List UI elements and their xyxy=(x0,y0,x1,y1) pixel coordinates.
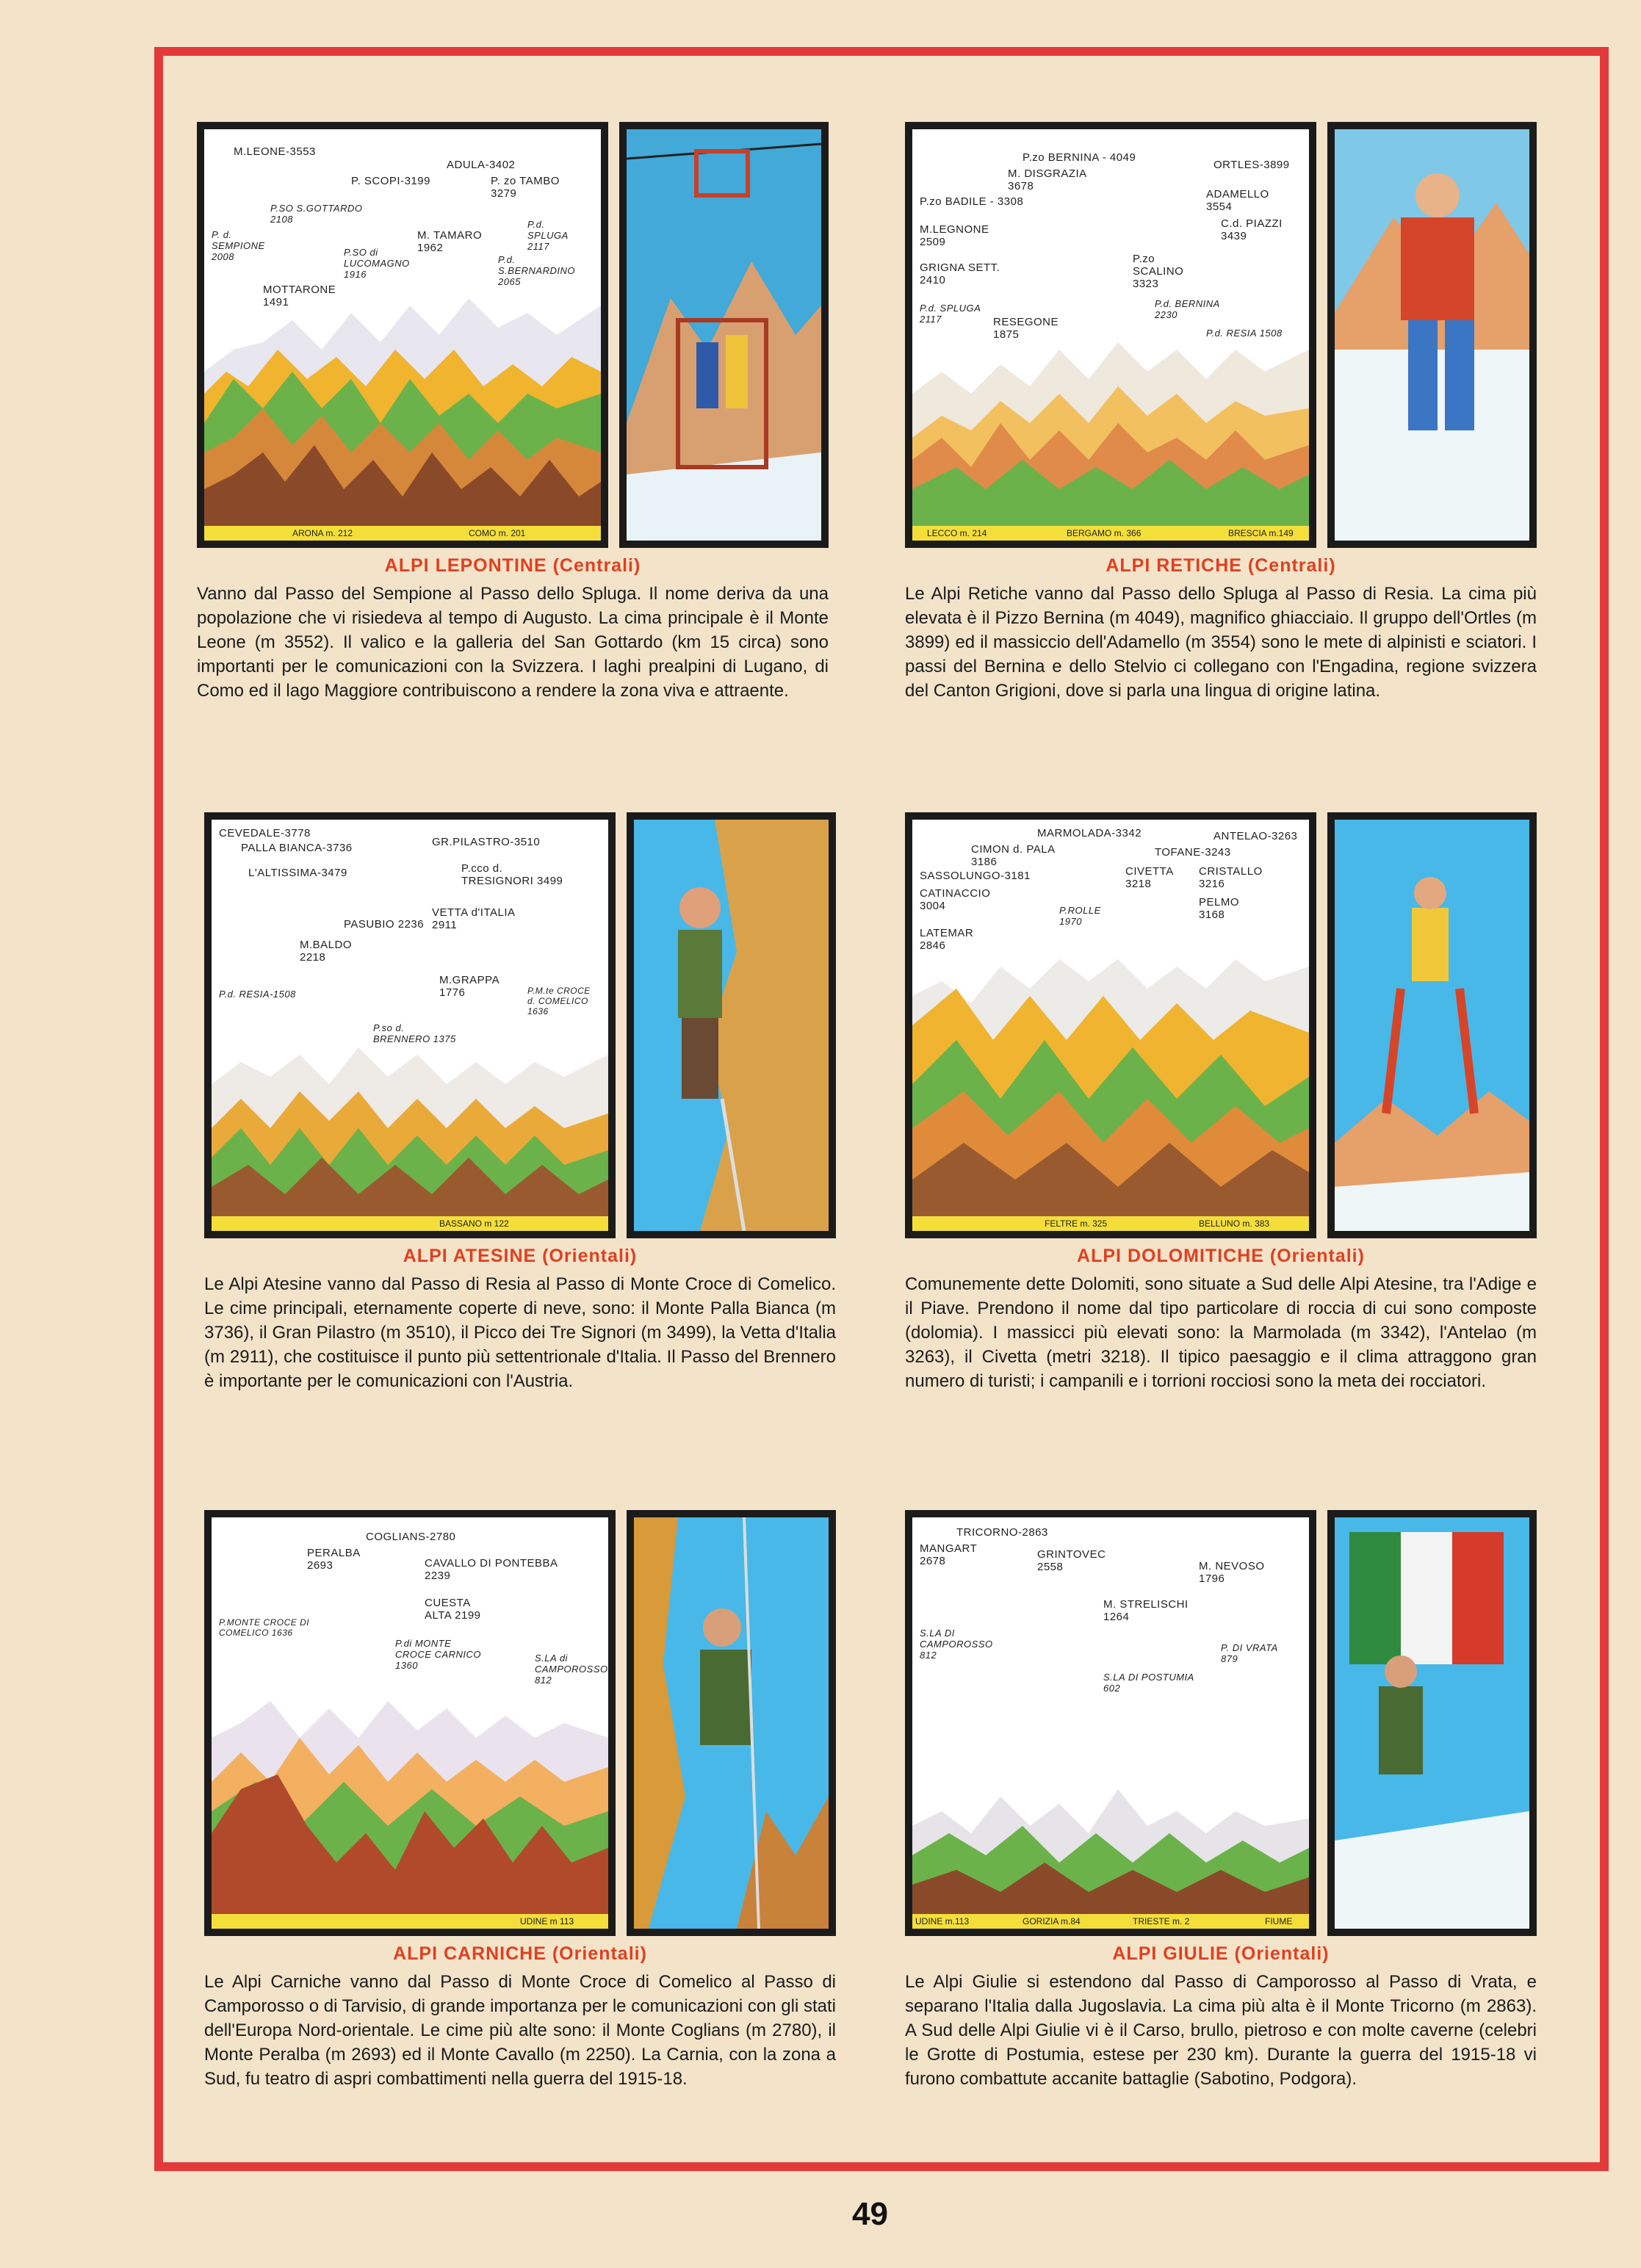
page-number: 49 xyxy=(852,2196,888,2232)
peak-label: CRISTALLO 3216 xyxy=(1199,865,1263,890)
peak-label: ADULA-3402 xyxy=(447,159,516,171)
city-label: FELTRE m. 325 xyxy=(1045,1218,1108,1229)
peak-label: GRINTOVEC 2558 xyxy=(1037,1548,1106,1573)
peak-label: C.d. PIAZZI 3439 xyxy=(1221,217,1283,242)
peak-label: P.MONTE CROCE DI COMELICO 1636 xyxy=(219,1617,310,1638)
city-label: GORIZIA m.84 xyxy=(1023,1916,1081,1926)
peak-label: P.zo BADILE - 3308 xyxy=(920,195,1024,208)
profile-chart-dolomitiche xyxy=(905,812,1316,1238)
peak-label: P.SO di LUCOMAGNO 1916 xyxy=(344,247,410,280)
peak-label: SASSOLUNGO-3181 xyxy=(920,870,1031,882)
peak-label: ADAMELLO 3554 xyxy=(1206,188,1269,213)
city-label: FIUME xyxy=(1265,1916,1293,1926)
section-body: Vanno dal Passo del Sempione al Passo dello Spluga. Il nome deriva da una popolazione che vi risiedeva al tempo di Augusto. La cima principale è il Monte Leone (m 3552). Il valico e la galleria del San Gottardo (km 15 circa) sono importanti per le comunicazioni con la Svizzera. I laghi prealpini di Lugano, di Como ed il lago Maggiore contribuiscono a rendere la zona viva e attraente. xyxy=(197,584,829,701)
panel-giulie xyxy=(905,1510,1537,2089)
peak-label: CATINACCIO 3004 xyxy=(920,887,991,912)
illustration-climber xyxy=(627,812,836,1238)
peak-label: M.LEONE-3553 xyxy=(234,145,316,158)
city-band xyxy=(204,526,601,541)
peak-label: M. NEVOSO 1796 xyxy=(1199,1560,1265,1585)
peak-label: P. zo TAMBO 3279 xyxy=(491,175,560,200)
peak-label: S.LA di CAMPOROSSO 812 xyxy=(535,1653,608,1686)
peak-label: PELMO 3168 xyxy=(1199,896,1240,921)
illustration-flag-bearer xyxy=(1327,1510,1537,1936)
section-title: ALPI CARNICHE (Orientali) xyxy=(393,1943,647,1964)
section-body: Le Alpi Carniche vanno dal Passo di Monte Croce di Comelico al Passo di Camporosso o di Tarvisio, di grande importanza per le comunicazioni con gli stati dell'Europa Nord-orientale. Le cime più alte sono: il Monte Coglians (m 2780), il Monte Peralba (m 2693) ed il Monte Cavallo (m 2250). La Carnia, con la zona a Sud, fu teatro di aspri combattimenti nella guerra del 1915-18. xyxy=(204,1972,836,2089)
peak-label: P.M.te CROCE d. COMELICO 1636 xyxy=(527,986,591,1016)
peak-label: CEVEDALE-3778 xyxy=(219,827,311,839)
city-label: TRIESTE m. 2 xyxy=(1133,1916,1190,1926)
peak-label: MARMOLADA-3342 xyxy=(1037,827,1142,839)
peak-label: M.GRAPPA 1776 xyxy=(439,974,499,999)
peak-label: P.ROLLE 1970 xyxy=(1059,905,1101,927)
peak-label: CIVETTA 3218 xyxy=(1125,865,1173,890)
peak-label: CIMON d. PALA 3186 xyxy=(971,843,1055,868)
peak-label: P.d. RESIA-1508 xyxy=(219,989,296,1000)
peak-label: P.d. BERNINA 2230 xyxy=(1155,298,1220,320)
peak-label: P.d. S.BERNARDINO 2065 xyxy=(498,254,575,287)
peak-label: M.BALDO 2218 xyxy=(300,939,353,964)
peak-label: P.di MONTE CROCE CARNICO 1360 xyxy=(395,1638,482,1671)
city-band xyxy=(212,1216,608,1231)
peak-label: M. TAMARO 1962 xyxy=(417,229,483,254)
city-label: BERGAMO m. 366 xyxy=(1067,528,1142,538)
section-title: ALPI GIULIE (Orientali) xyxy=(1112,1943,1330,1964)
peak-label: COGLIANS-2780 xyxy=(366,1531,456,1543)
peak-label: CAVALLO DI PONTEBBA 2239 xyxy=(425,1557,558,1582)
peak-label: ANTELAO-3263 xyxy=(1213,830,1298,842)
section-title: ALPI DOLOMITICHE (Orientali) xyxy=(1077,1246,1365,1266)
peak-label: P.cco d. TRESIGNORI 3499 xyxy=(461,862,563,887)
peak-label: P.d. SPLUGA 2117 xyxy=(527,219,569,252)
profile-chart-giulie xyxy=(905,1510,1316,1936)
peak-label: VETTA d'ITALIA 2911 xyxy=(432,906,515,931)
city-label: COMO m. 201 xyxy=(469,528,526,538)
illustration-ski-jumper xyxy=(1327,812,1537,1238)
peak-label: ORTLES-3899 xyxy=(1213,159,1290,171)
city-label: UDINE m.113 xyxy=(915,1916,970,1926)
city-label: BASSANO m 122 xyxy=(439,1218,509,1229)
city-band xyxy=(912,526,1309,541)
peak-label: M. STRELISCHI 1264 xyxy=(1103,1598,1189,1623)
peak-label: CUESTA ALTA 2199 xyxy=(425,1597,481,1622)
panel-retiche xyxy=(905,122,1537,701)
peak-label: P.zo SCALINO 3323 xyxy=(1133,253,1184,290)
city-label: BELLUNO m. 383 xyxy=(1199,1218,1270,1229)
peak-label: TRICORNO-2863 xyxy=(956,1526,1048,1539)
peak-label: GRIGNA SETT. 2410 xyxy=(920,261,1000,286)
section-body: Comunemente dette Dolomiti, sono situate a Sud delle Alpi Atesine, tra l'Adige e il Piave. Prendono il nome dal tipo particolare di roccia di cui sono composte (dolomia). I massicci più elevati sono: la Marmolada (m 3342), l'Antelao (m 3263), il Civetta (metri 3218). Il tipico paesaggio e il clima attraggono gran numero di turisti; i campanili e i torrioni rocciosi sono la meta dei rocciatori. xyxy=(905,1274,1537,1391)
peak-label: PALLA BIANCA-3736 xyxy=(241,842,353,854)
city-band xyxy=(212,1914,608,1929)
peak-label: P.zo BERNINA - 4049 xyxy=(1023,151,1136,164)
section-title: ALPI LEPONTINE (Centrali) xyxy=(384,555,641,576)
peak-label: P. DI VRATA 879 xyxy=(1221,1642,1278,1664)
city-band xyxy=(912,1914,1309,1929)
section-body: Le Alpi Retiche vanno dal Passo dello Spluga al Passo di Resia. La cima più elevata è il Pizzo Bernina (m 4049), magnifico ghiacciaio. Il gruppo dell'Ortles (m 3899) ed il massiccio dell'Adamello (m 3554) sono le mete di alpinisti e sciatori. I passi del Bernina e dello Stelvio ci collegano con l'Engadina, regione svizzera del Canton Grigioni, dove si parla una lingua di origine latina. xyxy=(905,584,1537,701)
illustration-cable-car xyxy=(619,122,829,548)
peak-label: P.SO S.GOTTARDO 2108 xyxy=(270,203,363,225)
peak-label: M.LEGNONE 2509 xyxy=(920,223,989,248)
peak-label: LATEMAR 2846 xyxy=(920,927,974,952)
section-title: ALPI RETICHE (Centrali) xyxy=(1106,555,1336,576)
city-label: BRESCIA m.149 xyxy=(1228,528,1294,538)
city-label: ARONA m. 212 xyxy=(292,528,353,538)
city-label: LECCO m. 214 xyxy=(927,528,987,538)
illustration-ice-hockey xyxy=(1327,122,1537,548)
peak-label: M. DISGRAZIA 3678 xyxy=(1008,167,1086,192)
peak-label: P. d. SEMPIONE 2008 xyxy=(212,229,265,262)
peak-label: GR.PILASTRO-3510 xyxy=(432,836,541,848)
section-title: ALPI ATESINE (Orientali) xyxy=(403,1246,638,1266)
panel-lepontine xyxy=(197,122,829,701)
profile-chart-retiche xyxy=(905,122,1316,548)
peak-label: PASUBIO 2236 xyxy=(344,918,425,931)
profile-chart-carniche xyxy=(204,1510,616,1936)
illustration-soldier-climbing xyxy=(627,1510,836,1936)
peak-label: MOTTARONE 1491 xyxy=(263,284,336,308)
profile-chart-lepontine xyxy=(197,122,608,548)
section-body: Le Alpi Giulie si estendono dal Passo di Camporosso al Passo di Vrata, e separano l'Italia dalla Jugoslavia. La cima più alta è il Monte Tricorno (m 2863). A Sud delle Alpi Giulie vi è il Carso, brullo, pietroso e con molte caverne (celebri le Grotte di Postumia, estese per 230 km). Durante la guerra del 1915-18 vi furono combattute accanite battaglie (Sabotino, Podgora). xyxy=(905,1972,1537,2089)
section-body: Le Alpi Atesine vanno dal Passo di Resia al Passo di Monte Croce di Comelico. Le cime principali, eternamente coperte di neve, sono: il Monte Palla Bianca (m 3736), il Gran Pilastro (m 3510), il Picco dei Tre Signori (m 3499), la Vetta d'Italia (m 2911), che costituisce il punto più settentrionale d'Italia. Il Passo del Brennero è importante per le comunicazioni con l'Austria. xyxy=(204,1274,836,1391)
peak-label: MANGART 2678 xyxy=(920,1542,977,1567)
peak-label: S.LA DI POSTUMIA 602 xyxy=(1103,1672,1194,1694)
peak-label: RESEGONE 1875 xyxy=(993,316,1059,341)
peak-label: P.so d. BRENNERO 1375 xyxy=(373,1022,456,1044)
panel-atesine xyxy=(204,812,836,1391)
peak-label: P. SCOPI-3199 xyxy=(351,175,430,187)
profile-chart-atesine xyxy=(204,812,616,1238)
peak-label: L'ALTISSIMA-3479 xyxy=(248,867,347,879)
panel-carniche xyxy=(204,1510,836,2089)
panel-dolomitiche xyxy=(905,812,1537,1391)
peak-label: P.d. SPLUGA 2117 xyxy=(920,303,981,325)
peak-label: PERALBA 2693 xyxy=(307,1547,360,1572)
peak-label: S.LA DI CAMPOROSSO 812 xyxy=(920,1628,993,1661)
city-label: UDINE m 113 xyxy=(520,1916,574,1926)
city-band xyxy=(912,1216,1309,1231)
peak-label: P.d. RESIA 1508 xyxy=(1206,328,1283,339)
peak-label: TOFANE-3243 xyxy=(1155,846,1231,859)
